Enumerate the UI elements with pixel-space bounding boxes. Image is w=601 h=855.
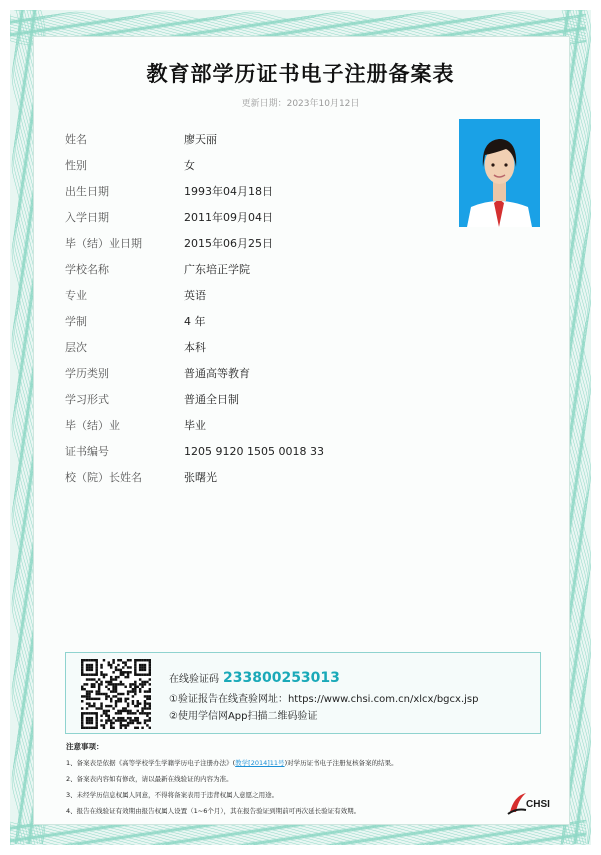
note-item: 4、报告在线验证有效期由报告权属人设置（1~6个月），其在报告验证到期前可再次延长验证有效期。 [66,807,361,815]
field-row-name [65,126,445,152]
note-item: 2、备案表内容如有修改，请以最新在线验证的内容为准。 [66,775,233,783]
field-label: 性别 [65,159,87,172]
field-label: 学历类别 [65,367,109,380]
field-label: 毕（结）业日期 [65,237,142,250]
field-value: 毕业 [184,419,206,432]
field-label: 毕（结）业 [65,419,120,432]
field-label: 学制 [65,315,87,328]
note-item: 3、未经学历信息权属人同意，不得将备案表用于违背权属人意愿之用途。 [66,791,279,799]
verification-code-line [169,670,340,686]
field-value: 1993年04月18日 [184,185,273,198]
field-value: 普通全日制 [184,393,239,406]
verification-app-line: ②使用学信网App扫描二维码验证 [169,711,318,722]
field-row-enroll-date [65,204,445,230]
field-row-graduation-date [65,230,445,256]
field-label: 层次 [65,341,87,354]
field-value: 廖天丽 [184,133,217,146]
field-row-study-form [65,386,445,412]
logo-text: CHSI [526,799,550,810]
field-row-birth-date [65,178,445,204]
field-row-major [65,282,445,308]
id-photo [459,119,540,227]
verification-code-label: 在线验证码 [169,674,219,685]
field-value: 张曙光 [184,471,217,484]
verification-code: 233800253013 [223,670,340,686]
note-text: 1、备案表是依据《高等学校学生学籍学历电子注册办法》( [66,759,236,767]
field-row-completion [65,412,445,438]
field-value: 本科 [184,341,206,354]
verification-url-line: ①验证报告在线查验网址：https://www.chsi.com.cn/xlcx/bgcx.jsp [169,694,479,705]
regulation-link[interactable]: 教学[2014]11号 [235,759,285,767]
note-item [66,758,536,767]
field-row-gender [65,152,445,178]
field-label: 学校名称 [65,263,109,276]
page-title: 教育部学历证书电子注册备案表 [146,62,455,86]
field-label: 证书编号 [65,445,109,458]
field-value: 女 [184,159,195,172]
field-row-school [65,256,445,282]
chsi-logo-icon [506,790,554,816]
field-label: 专业 [65,289,87,302]
field-value: 普通高等教育 [184,367,250,380]
field-label: 入学日期 [65,211,109,224]
field-value: 广东培正学院 [184,263,250,276]
field-value: 4 年 [184,315,206,328]
field-row-certificate-number [65,438,445,464]
field-row-president [65,464,445,490]
field-value: 1205 9120 1505 0018 33 [184,444,324,458]
field-row-duration [65,308,445,334]
info-fields [65,126,445,490]
field-row-level [65,334,445,360]
notes-section [66,741,536,822]
verification-panel [65,652,541,734]
field-label: 学习形式 [65,393,109,406]
field-value: 2011年09月04日 [184,211,273,224]
notes-title: 注意事项： [66,742,104,751]
note-text: )对学历证书电子注册复核备案的结果。 [284,759,398,767]
qr-code-icon[interactable] [81,659,151,729]
update-date: 更新日期：2023年10月12日 [241,99,360,109]
field-label: 出生日期 [65,185,109,198]
field-label: 校（院）长姓名 [65,471,142,484]
field-value: 2015年06月25日 [184,237,273,250]
field-value: 英语 [184,289,206,302]
field-row-education-type [65,360,445,386]
field-label: 姓名 [65,133,87,146]
